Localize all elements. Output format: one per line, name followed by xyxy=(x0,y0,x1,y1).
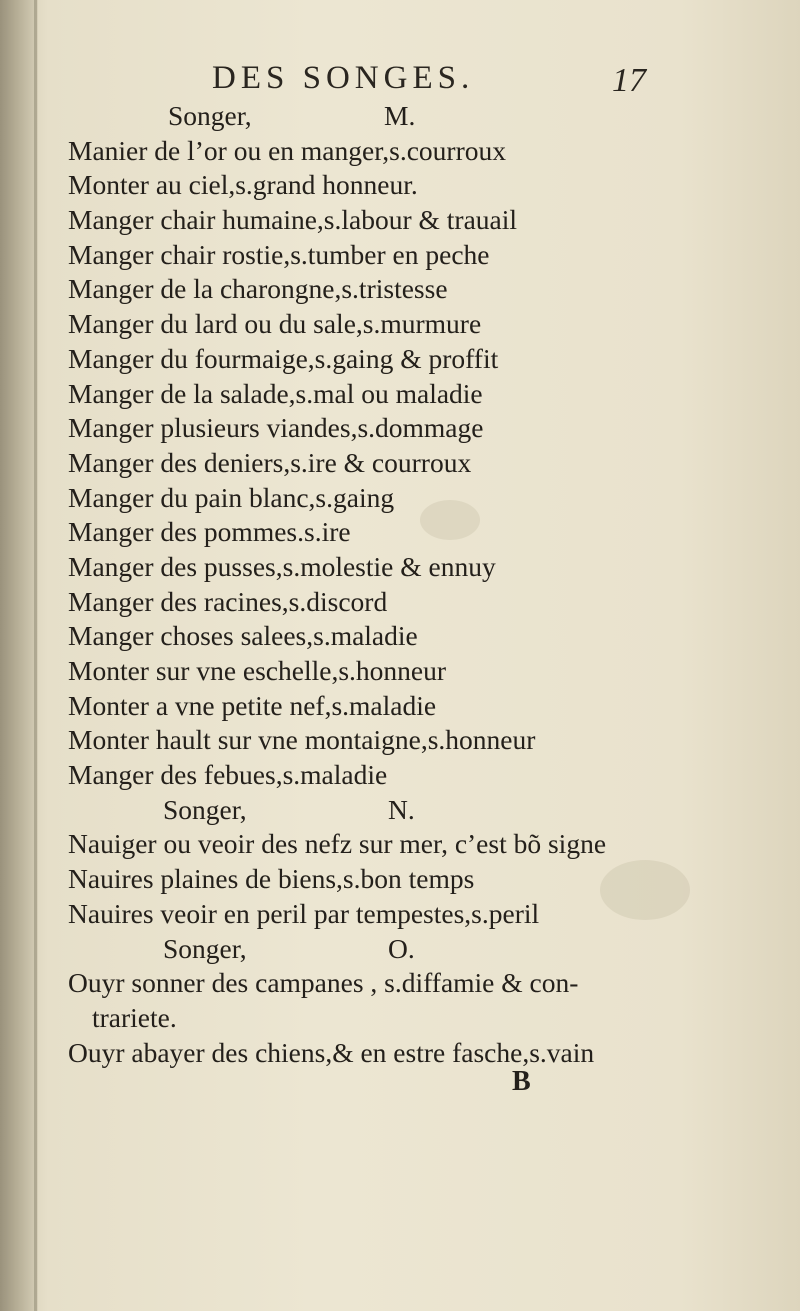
dream-entry: Manger des febues,s.maladie xyxy=(68,759,388,791)
dream-entry: Monter a vne petite nef,s.maladie xyxy=(68,689,437,721)
dream-entry: Manger de la charongne,s.tristesse xyxy=(68,273,448,305)
dream-entry: Nauiger ou veoir des nefz sur mer, c’est bõ signe xyxy=(68,828,607,860)
dream-entry: Manger du lard ou du sale,s.murmure xyxy=(68,308,482,340)
dream-entry: Nauires plaines de biens,s.bon temps xyxy=(68,863,475,895)
dream-entry: Manger du pain blanc,s.gaing xyxy=(68,481,395,513)
dream-entry: Monter sur vne eschelle,s.honneur xyxy=(68,655,447,686)
page-number: 17 xyxy=(612,62,646,99)
dream-entry: Ouyr abayer des chiens,& en estre fasche,s.vain xyxy=(68,1036,595,1068)
page-header xyxy=(0,60,800,104)
text-block xyxy=(68,99,668,1070)
dream-entry: Manger de la salade,s.mal ou maladie xyxy=(68,377,483,409)
dream-entry: Nauires veoir en peril par tempestes,s.peril xyxy=(68,897,540,929)
dream-entry: Manger du fourmaige,s.gaing & proffit xyxy=(68,342,499,374)
section-heading-label: Songer, xyxy=(168,100,252,131)
dream-entry: Manger chair humaine,s.labour & trauail xyxy=(68,204,518,236)
running-head: DES SONGES. xyxy=(212,60,475,96)
dream-entry: Manger des pommes.s.ire xyxy=(68,516,351,548)
signature-mark: B xyxy=(512,1066,531,1097)
section-heading xyxy=(68,932,668,967)
dream-entry: Manier de l’or ou en manger,s.courroux xyxy=(68,134,506,166)
dream-entry: Manger plusieurs viandes,s.dommage xyxy=(68,412,484,444)
section-heading xyxy=(68,99,668,134)
section-heading-letter: N. xyxy=(388,793,415,825)
section-heading-letter: O. xyxy=(388,932,415,964)
section-heading-label: Songer, xyxy=(163,793,247,825)
binding-edge xyxy=(34,0,37,1311)
dream-entry: Manger des pusses,s.molestie & ennuy xyxy=(68,550,496,582)
dream-entry: Manger des deniers,s.ire & courroux xyxy=(68,446,472,478)
dream-entry: Monter hault sur vne montaigne,s.honneur xyxy=(68,724,536,756)
section-heading-letter: M. xyxy=(384,100,416,131)
dream-entry: Manger des racines,s.discord xyxy=(68,585,388,617)
page-binding xyxy=(0,0,38,1311)
entry-continuation: trariete. xyxy=(92,1001,177,1033)
section-heading-label: Songer, xyxy=(163,932,247,964)
dream-entry: Manger chair rostie,s.tumber en peche xyxy=(68,238,490,270)
dream-entry: Manger choses salees,s.maladie xyxy=(68,620,418,652)
section-heading xyxy=(68,793,668,828)
dream-entry: Monter au ciel,s.grand honneur. xyxy=(68,169,418,201)
dream-entry: Ouyr sonner des campanes , s.diffamie & con- xyxy=(68,967,579,999)
